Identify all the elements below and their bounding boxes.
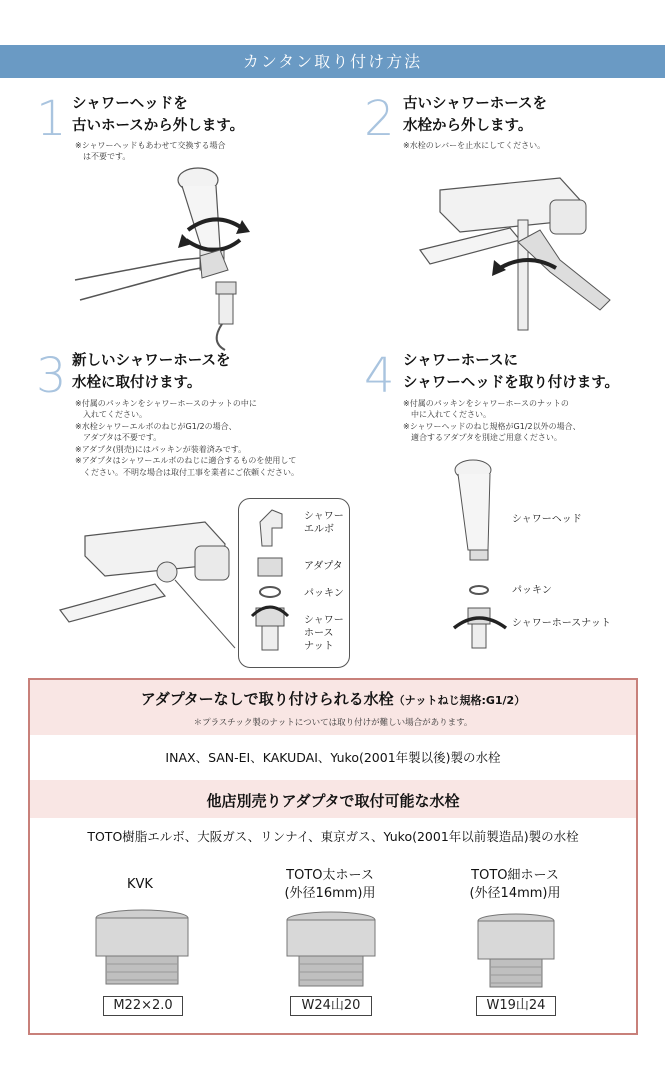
step-3-note-5: ※アダプタ(別売)にはパッキンが装着済みです。 xyxy=(75,445,247,454)
no-adapter-note: ＊プラスチック製のナットについては取り付けが難しい場合があります。 xyxy=(193,718,473,728)
adapter-kvk-name: KVK xyxy=(127,877,153,892)
adapter-toto-thick-name-2: (外径16mm)用 xyxy=(284,886,376,901)
step-4-part-head-label: シャワーヘッド xyxy=(512,514,582,525)
step-3-note-7: ください。不明な場合は取付工事を業者にご依頼ください。 xyxy=(75,468,299,477)
step-1-number: 1 xyxy=(36,91,67,147)
step-4-note-2: 中に入れてください。 xyxy=(403,410,491,419)
step-4-part-packing-label: パッキン xyxy=(512,585,552,596)
step-3-title-line1: 新しいシャワーホースを xyxy=(72,353,231,369)
step-3-note-2: 入れてください。 xyxy=(75,410,147,419)
no-adapter-title-text: アダプターなしで取り付けられる水栓 xyxy=(140,690,394,708)
adapter-toto-thick-spec: W24山20 xyxy=(290,996,372,1016)
step-1-illustration xyxy=(70,160,310,350)
adapter-title: 他店別売りアダプタで取付可能な水栓 xyxy=(206,792,460,810)
step-3-part-elbow-label: シャワー エルボ xyxy=(304,511,344,535)
step-4-part-nut-label: シャワーホースナット xyxy=(512,618,611,629)
step-2-note-1: ※水栓のレバーを止水にしてください。 xyxy=(403,141,546,150)
step-4-title-line2: シャワーヘッドを取り付けます。 xyxy=(403,375,620,391)
step-4-note-4: 適合するアダプタを別途ご用意ください。 xyxy=(403,433,562,442)
step-3-note-6: ※アダプタはシャワーエルボのねじに適合するものを使用して xyxy=(75,456,297,465)
no-adapter-spec: （ナットねじ規格:G1/2） xyxy=(393,694,526,707)
no-adapter-title xyxy=(30,688,636,709)
step-3-title-line2: 水栓に取付けます。 xyxy=(72,375,202,391)
step-2-title-line2: 水栓から外します。 xyxy=(403,118,533,134)
step-3-part-adapter-label: アダプタ xyxy=(304,561,343,572)
step-3-note-3: ※水栓シャワーエルボのねじがG1/2の場合、 xyxy=(75,422,237,431)
step-4-title-line1: シャワーホースに xyxy=(403,353,518,369)
step-4-number: 4 xyxy=(364,348,395,404)
step-1-title-line1: シャワーヘッドを xyxy=(72,96,188,112)
step-4-illustration xyxy=(448,458,508,653)
adapter-toto-thin-image xyxy=(474,912,558,990)
step-1-title-line2: 古いホースから外します。 xyxy=(72,118,245,134)
adapter-brands: TOTO樹脂エルボ、大阪ガス、リンナイ、東京ガス、Yuko(2001年以前製造品)製の水栓 xyxy=(87,829,579,844)
step-1-note-1: ※シャワーヘッドもあわせて交換する場合 xyxy=(75,141,226,150)
step-2-number: 2 xyxy=(364,91,395,147)
step-3-note-4: アダプタは不要です。 xyxy=(75,433,162,442)
section-banner: カンタン取り付け方法 xyxy=(0,45,665,78)
step-2-title-line1: 古いシャワーホースを xyxy=(403,96,547,112)
adapter-toto-thick-name-1: TOTO太ホース xyxy=(286,868,374,883)
step-1-note-2: は不要です。 xyxy=(75,152,131,161)
adapter-toto-thin-spec: W19山24 xyxy=(476,996,556,1016)
step-3-part-packing-label: パッキン xyxy=(304,588,344,599)
step-3-parts-illustration xyxy=(250,502,290,662)
step-4-note-1: ※付属のパッキンをシャワーホースのナットの xyxy=(403,399,569,408)
adapter-toto-thin-name-1: TOTO細ホース xyxy=(471,868,559,883)
step-2-illustration xyxy=(400,160,620,335)
step-3-number: 3 xyxy=(36,348,67,404)
adapter-kvk-image xyxy=(92,908,192,988)
adapter-kvk-spec: M22×2.0 xyxy=(103,996,183,1016)
step-4-note-3: ※シャワーヘッドのねじ規格がG1/2以外の場合、 xyxy=(403,422,581,431)
no-adapter-brands: INAX、SAN-EI、KAKUDAI、Yuko(2001年製以後)製の水栓 xyxy=(165,750,501,765)
step-3-faucet-illustration xyxy=(55,510,235,630)
step-3-part-nut-label: シャワー ホース ナット xyxy=(304,615,344,652)
step-3-note-1: ※付属のパッキンをシャワーホースのナットの中に xyxy=(75,399,257,408)
adapter-toto-thick-image xyxy=(283,910,379,990)
adapter-toto-thin-name-2: (外径14mm)用 xyxy=(469,886,561,901)
